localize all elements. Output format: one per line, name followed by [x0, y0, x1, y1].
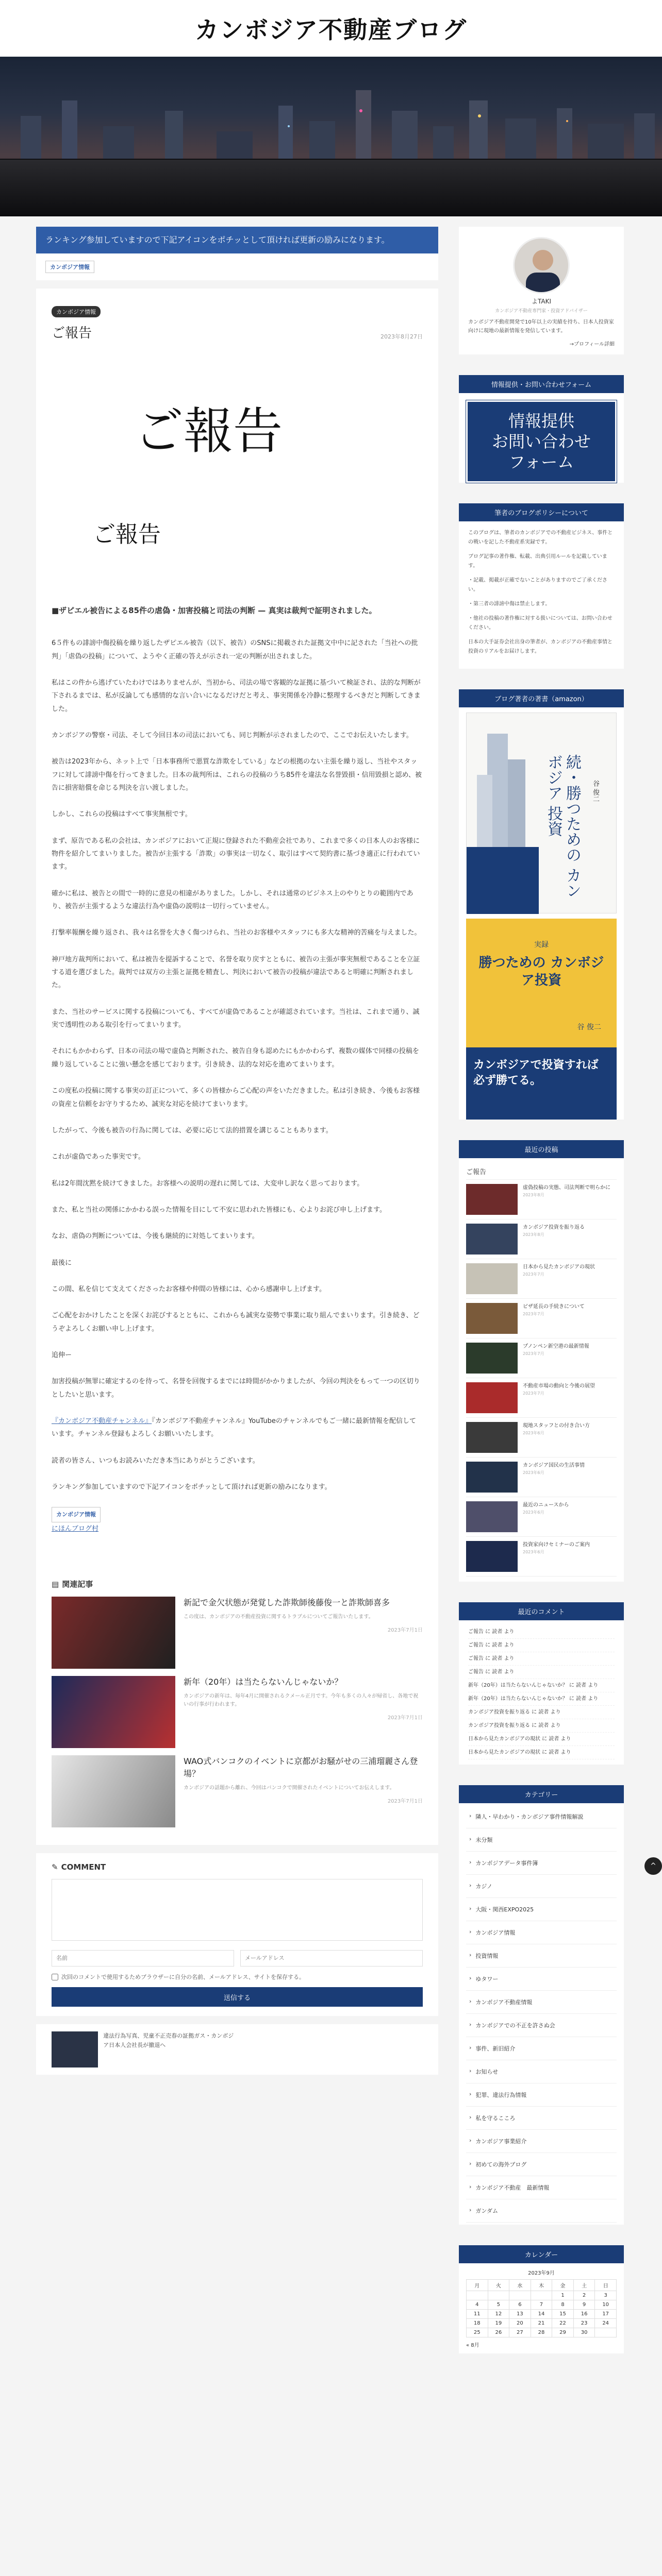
recent-posts-head: 最近の投稿 — [459, 1140, 624, 1158]
category-item[interactable] — [466, 1828, 617, 1852]
recent-thumb — [466, 1501, 518, 1532]
category-item[interactable] — [466, 2060, 617, 2083]
recent-post[interactable] — [466, 1259, 617, 1299]
calendar-day: 24 — [595, 2319, 617, 2328]
chevron-right-icon: › — [469, 2207, 472, 2213]
recent-comment[interactable]: ご報告 に 読者 より — [468, 1666, 615, 1679]
calendar-day: 11 — [467, 2310, 488, 2319]
calendar-day: 10 — [595, 2300, 617, 2310]
recent-comments-widget — [459, 1602, 624, 1765]
article-paragraph: それにもかかわらず、日本の司法の場で虚偽と判断された、被告自身も認めたにもかかわらず、複数の媒体で同様の投稿を繰り返していることに強い懸念を感じております。引き続き、法的な対応を進めてまいります。 — [52, 1047, 419, 1069]
calendar-day-header: 木 — [531, 2280, 552, 2291]
chevron-right-icon: › — [469, 1975, 472, 1981]
ranking-notice: ランキング参加していますので下記アイコンをポチッとして頂ければ更新の励みになります。 — [36, 227, 438, 253]
recent-title[interactable]: 投資家向けセミナーのご案内 — [523, 1542, 590, 1548]
recent-title[interactable]: カンボジア投資を振り返る — [523, 1225, 585, 1230]
calendar-day: 18 — [467, 2319, 488, 2328]
recent-post[interactable] — [466, 1338, 617, 1378]
chevron-right-icon: › — [469, 1812, 472, 1819]
recent-thumb — [466, 1184, 518, 1215]
related-heading-text: 関連記事 — [62, 1580, 93, 1589]
calendar-caption: 2023年9月 — [528, 2270, 555, 2276]
chevron-right-icon: › — [469, 1928, 472, 1935]
category-item[interactable] — [466, 1968, 617, 1991]
article-paragraph: 6５件もの誹謗中傷投稿を繰り返したザピエル被告（以下、被告）のSNSに掲載された証拠文中中に記された「当社への批判」「虐偽の投稿」について、ようやく正確の答えが示され一定の判断が出されました。 — [52, 639, 418, 660]
recent-post[interactable] — [466, 1219, 617, 1259]
category-item[interactable] — [466, 1944, 617, 1968]
calendar-day: 17 — [595, 2310, 617, 2319]
profile-more-link[interactable]: →プロフィール詳細 — [569, 342, 615, 347]
hero-image — [0, 57, 662, 216]
article-paragraph: 読者の皆さん、いつもお読みいただき本当にありがとうございます。 — [52, 1456, 259, 1465]
calendar-day: 27 — [509, 2328, 531, 2337]
category-label: 隣人・早わかり・カンボジア事件情報解説 — [475, 1814, 584, 1820]
recent-post[interactable] — [466, 1418, 617, 1458]
calendar-day: 14 — [531, 2310, 552, 2319]
article-paragraph: なお、虐偽の判断については、今後も継続的に対処してまいります。 — [52, 1232, 259, 1241]
book-cover-2[interactable] — [466, 919, 617, 1120]
chevron-right-icon: › — [469, 1859, 472, 1866]
contact-widget — [459, 375, 624, 483]
recent-thumb — [466, 1382, 518, 1413]
category-label: カジノ — [475, 1883, 492, 1890]
recent-title[interactable]: 虚偽投稿の実態、司法判断で明らかに — [523, 1185, 610, 1191]
recent-post[interactable] — [466, 1458, 617, 1497]
category-head: カテゴリー — [459, 1785, 624, 1803]
calendar-day — [531, 2291, 552, 2300]
article-paragraph: また、当社のサービスに関する投稿についても、すべてが虚偽であることが確認されています。当社は、これまで通り、誠実で透明性のある取引を行ってまいります。 — [52, 1008, 420, 1029]
calendar-day: 15 — [552, 2310, 574, 2319]
calendar-widget — [459, 2245, 624, 2353]
category-item[interactable] — [466, 2014, 617, 2037]
recent-title[interactable]: 日本から見たカンボジアの現状 — [523, 1264, 595, 1270]
policy-text: ・第三者の誹謗中傷は禁止します。 — [468, 601, 551, 607]
recent-date: 2023年6月 — [523, 1431, 544, 1435]
article-paragraph: 打撃率報酬を繰り返され、我々は名誉を大きく傷つけられ、当社のお客様やスタッフにも多大な精神的苦痛を与えました。 — [52, 929, 421, 937]
calendar-day: 12 — [488, 2310, 509, 2319]
recent-title[interactable]: 最近のニュースから — [523, 1502, 569, 1508]
article-paragraph: まず、原告である私の会社は、カンボジアにおいて正規に登録された不動産会社であり、これまで多くの日本人のお客様に物件を紹介してまいりました。被告が主張する「詐欺」の事実は一切なく、取引はすべて契約書に基づき適正に行われています。 — [52, 837, 420, 871]
related-title[interactable]: 新年（20年）は当たらないんじゃないか？ — [184, 1677, 343, 1687]
profile-name: よTAKI — [531, 298, 552, 305]
ranking-badge-link[interactable]: カンボジア情報 — [52, 1507, 101, 1522]
calendar-day: 28 — [531, 2328, 552, 2337]
calendar-day: 21 — [531, 2319, 552, 2328]
chevron-right-icon: › — [469, 2160, 472, 2167]
site-title[interactable]: カンボジア不動産ブログ — [195, 16, 467, 44]
recent-date: 2023年6月 — [523, 1470, 544, 1475]
recent-date: 2023年6月 — [523, 1550, 544, 1554]
article-paragraph: しかし、これらの投稿はすべて事実無根です。 — [52, 810, 192, 819]
recent-date: 2023年7月 — [523, 1312, 544, 1316]
category-label: カンボジア事業紹介 — [475, 2138, 527, 2145]
related-date: 2023年7月1日 — [387, 1628, 423, 1634]
recent-comment[interactable]: ご報告 に 読者 より — [468, 1625, 615, 1639]
submit-comment-button[interactable]: 送信する — [52, 1987, 423, 2007]
youtube-channel-link[interactable]: 『カンボジア不動産チャンネル』 — [52, 1417, 152, 1425]
article — [36, 289, 438, 1569]
book-2-title: 勝つための カンボジア投資 — [478, 955, 604, 988]
book-1-author: 谷 俊二 — [591, 780, 599, 803]
recent-date: 2023年8月 — [523, 1232, 544, 1237]
calendar-day: 29 — [552, 2328, 574, 2337]
policy-text: ・記載、掲載が正確でないことがありますのでご了承ください。 — [468, 578, 607, 592]
related-thumb — [52, 1597, 175, 1669]
recent-comment[interactable]: 新年（20年）は当たらないんじゃないか？ に 読者 より — [468, 1679, 615, 1692]
article-paragraph: ランキング参加していますので下記アイコンをポチッとして頂ければ更新の励みになります。 — [52, 1483, 332, 1491]
category-label: 未分類 — [475, 1837, 493, 1843]
post-title: ご報告 — [52, 326, 92, 341]
calendar-day: 1 — [552, 2291, 574, 2300]
book-2-tag: 実録 — [534, 941, 549, 949]
calendar-day — [467, 2291, 488, 2300]
related-card[interactable] — [52, 1597, 423, 1669]
related-thumb — [52, 1755, 175, 1827]
chevron-right-icon: › — [469, 2114, 472, 2121]
eyecatch-big-text: ご報告 — [134, 402, 283, 460]
category-item[interactable] — [466, 1852, 617, 1875]
calendar-day: 23 — [573, 2319, 595, 2328]
category-label: 私を守るこころ — [475, 2115, 516, 2122]
category-item[interactable] — [466, 1875, 617, 1898]
related-icon: ▤ — [52, 1579, 59, 1589]
eyecatch-small-text: ご報告 — [93, 521, 161, 548]
prev-post-title[interactable]: 違法行為写真、児童不正売春の証拠ガス・カンボジア日本人会社長が撤退へ — [103, 2032, 234, 2048]
related-card[interactable] — [52, 1676, 423, 1748]
article-paragraph: カンボジアの警察・司法、そして今回日本の司法においても、同じ判断が示されましたので、ここでお伝えいたします。 — [52, 731, 413, 739]
recent-date: 2023年6月 — [523, 1510, 544, 1515]
chevron-right-icon: › — [469, 2067, 472, 2074]
calendar-day-header: 日 — [595, 2280, 617, 2291]
category-item[interactable] — [466, 1991, 617, 2014]
category-label: 投資情報 — [475, 1953, 499, 1959]
category-label: カンボジアデータ事件簿 — [475, 1860, 538, 1867]
chevron-right-icon: › — [469, 1998, 472, 2005]
calendar-day — [488, 2291, 509, 2300]
category-widget — [459, 1785, 624, 2225]
category-item[interactable] — [466, 1921, 617, 1944]
category-label: カンボジア不動産 最新情報 — [475, 2184, 550, 2191]
chevron-right-icon: › — [469, 1952, 472, 1958]
recent-comment[interactable]: カンボジア投資を振り返る に 読者 より — [468, 1706, 615, 1719]
comment-textarea[interactable] — [52, 1879, 423, 1941]
recent-thumb — [466, 1462, 518, 1493]
recent-thumb — [466, 1224, 518, 1255]
article-paragraph: 確かに私は、被告との間で一時的に意見の相違がありました。しかし、それは通常のビジネス上のやりとりの範囲内であり、被告が主張するような違法行為や虚偽の説明は一切行っていません。 — [52, 889, 413, 911]
related-card[interactable] — [52, 1755, 423, 1827]
name-field[interactable] — [52, 1950, 234, 1967]
calendar-day: 30 — [573, 2328, 595, 2337]
youtube-paragraph — [52, 1415, 423, 1441]
article-paragraph: この間、私を信じて支えてくださったお客様や仲間の皆様には、心から感謝申し上げます。 — [52, 1285, 326, 1293]
comment-heading-text: COMMENT — [61, 1862, 106, 1872]
chevron-right-icon: › — [469, 1882, 472, 1889]
city-skyline — [0, 80, 662, 167]
recent-thumb — [466, 1303, 518, 1334]
recent-title[interactable]: プノンペン新空港の最新情報 — [523, 1344, 589, 1349]
calendar-head: カレンダー — [459, 2245, 624, 2263]
calendar-table — [466, 2279, 617, 2337]
profile-desc: カンボジア不動産開発で10年以上の実績を持ち、日本人投資家向けに現地の最新情報を発信しています。 — [468, 319, 614, 334]
books-widget-head: ブログ著者の著書（amazon） — [459, 689, 624, 707]
recent-date: 2023年7月 — [523, 1351, 544, 1356]
article-paragraph: ご心配をおかけしたことを深くお詫びするとともに、これからも誠実な姿勢で事業に取り組んでまいります。引き続き、どうぞよろしくお願い申し上げます。 — [52, 1312, 420, 1333]
contact-line: お問い合わせ — [491, 432, 591, 451]
eyecatch-image — [52, 361, 423, 578]
calendar-day-header: 火 — [488, 2280, 509, 2291]
category-item[interactable] — [466, 2176, 617, 2199]
book-cover-1[interactable] — [466, 713, 617, 913]
article-paragraph: 神戸地方裁判所において、私は被告を提訴することで、名誉を取り戻すとともに、被告の主張が事実無根であることを立証する道を選びました。裁判では双方の主張と証拠を精査し、判決において被告の投稿が違法であると明確に判断されました。 — [52, 955, 420, 990]
recent-thumb — [466, 1343, 518, 1374]
calendar-day: 19 — [488, 2319, 509, 2328]
category-label: 初めての海外ブログ — [475, 2161, 527, 2168]
article-paragraph: したがって、今後も被告の行為に関しては、必要に応じて法的措置を講じることもあります。 — [52, 1126, 333, 1134]
calendar-day: 26 — [488, 2328, 509, 2337]
book-cover-1-art — [467, 713, 616, 914]
recent-title[interactable]: 不動産市場の動向と今後の展望 — [523, 1383, 595, 1389]
related-title[interactable]: WAO式バンコクのイベントに京都がお騒がせの三浦瑠麗さん登場？ — [184, 1756, 418, 1779]
ranking-badge-row — [36, 253, 438, 280]
recent-comments-head: 最近のコメント — [459, 1602, 624, 1620]
article-paragraph: 最後に — [52, 1259, 72, 1267]
recent-comment[interactable]: ご報告 に 読者 より — [468, 1639, 615, 1652]
chevron-right-icon: › — [469, 2091, 472, 2097]
article-paragraph: これが虚偽であった事実です。 — [52, 1153, 145, 1161]
books-widget — [459, 689, 624, 1120]
save-info-row — [52, 1973, 423, 1981]
chevron-right-icon: › — [469, 2044, 472, 2051]
save-info-checkbox[interactable] — [52, 1974, 58, 1980]
comment-form — [36, 1853, 438, 2016]
recent-post[interactable] — [466, 1180, 617, 1219]
calendar-day-header: 土 — [573, 2280, 595, 2291]
recent-comment[interactable]: カンボジア投資を振り返る に 読者 より — [468, 1719, 615, 1733]
category-item[interactable] — [466, 2199, 617, 2223]
chevron-right-icon: › — [469, 1905, 472, 1912]
recent-comment[interactable]: 新年（20年）は当たらないんじゃないか？ に 読者 より — [468, 1692, 615, 1706]
recent-title[interactable]: 現地スタッフとの付き合い方 — [523, 1423, 590, 1429]
article-paragraph: 追伸ー — [52, 1351, 72, 1359]
related-excerpt: カンボジアの話題から離れ、今回はバンコクで開催されたイベントについてお伝えします。 — [184, 1785, 395, 1791]
article-paragraph: また、私と当社の関係にかかわる誤った情報を目にして不安に思われた皆様にも、心よりお詫び申し上げます。 — [52, 1206, 386, 1214]
category-item[interactable] — [466, 1805, 617, 1828]
post-navigation — [36, 2024, 438, 2075]
site-header — [0, 0, 662, 57]
prev-post-thumb — [52, 2031, 98, 2067]
back-to-top-button[interactable] — [644, 1857, 662, 1875]
recent-title[interactable]: カンボジア国民の生活事情 — [523, 1463, 585, 1468]
related-date: 2023年7月1日 — [387, 1715, 423, 1721]
calendar-day: 2 — [573, 2291, 595, 2300]
calendar-day: 22 — [552, 2319, 574, 2328]
post-date: 2023年8月27日 — [380, 333, 423, 340]
calendar-day: 20 — [509, 2319, 531, 2328]
category-label: 事件、新旧紹介 — [475, 2045, 516, 2052]
related-excerpt: この度は、カンボジアの不動産投資に関するトラブルについてご報告いたします。 — [184, 1614, 374, 1620]
related-heading — [52, 1579, 423, 1589]
policy-text: 日本の大手証券会社出身の筆者が、カンボジアの不動産事情と投資のリアルをお届けします。 — [468, 639, 613, 654]
recent-post-first[interactable]: ご報告 — [466, 1163, 617, 1180]
save-info-label: 次回のコメントで使用するためブラウザーに自分の名前、メールアドレス、サイトを保存する。 — [61, 1974, 305, 1981]
book-2-slogan: カンボジアで投資すれば必ず勝てる。 — [466, 1047, 617, 1120]
category-item[interactable] — [466, 2130, 617, 2153]
chevron-right-icon: › — [469, 2137, 472, 2144]
category-label: カンボジアでの不正を許さぬ会 — [475, 2022, 555, 2029]
calendar — [459, 2263, 624, 2353]
chevron-right-icon: › — [469, 1836, 472, 1842]
category-label: 大阪・関西EXPO2025 — [475, 1906, 534, 1913]
article-paragraph: この度私の投稿に関する事実の訂正について、多くの皆様からご心配の声をいただきました。私は引き続き、今後もお客様の資産と信頼をお守りするため、誠実な対応を続けてまいります。 — [52, 1087, 420, 1108]
article-paragraph: 被告は2023年から、ネット上で「日本事務所で悪質な詐欺をしている」などの根拠のない主張を繰り返し、当社やスタッフに対して誹謗中傷を行ってきました。日本の裁判所は、これらの投稿のうち85件を違法な名誉毀損・信用毀損と認め、被告に損害賠償を命じる判決を言い渡しました。 — [52, 758, 422, 792]
category-label: カンボジア不動産情報 — [475, 1999, 533, 2006]
ranking-badges — [52, 1507, 423, 1535]
recent-post[interactable] — [466, 1497, 617, 1537]
related-title[interactable]: 新記で金欠状態が発覚した詐欺師後藤俊一と詐欺師喜多 — [184, 1598, 390, 1608]
recent-comment[interactable]: 日本から見たカンボジアの現状 に 読者 より — [468, 1733, 615, 1746]
recent-posts-widget — [459, 1140, 624, 1582]
article-paragraph: 加害投稿が無罪に確定するのを待って、名誉を回復するまでには時間がかかりましたが、今回の判決をもって一つの区切りとしたいと思います。 — [52, 1378, 420, 1399]
main-column — [36, 227, 438, 2374]
category-item[interactable] — [466, 2037, 617, 2060]
recent-post[interactable] — [466, 1378, 617, 1418]
policy-text: ・他社の投稿の著作権に対する扱いについては、お問い合わせください。 — [468, 616, 613, 631]
calendar-day: 3 — [595, 2291, 617, 2300]
recent-date: 2023年7月 — [523, 1391, 544, 1396]
calendar-day: 9 — [573, 2300, 595, 2310]
policy-text: ブログ記事の著作権、転載、出典引用ルールを記載しています。 — [468, 554, 607, 569]
calendar-day — [595, 2328, 617, 2337]
contact-form-banner[interactable] — [466, 400, 617, 483]
contact-line: フォーム — [508, 452, 574, 472]
calendar-day-header: 水 — [509, 2280, 531, 2291]
profile-widget — [459, 227, 624, 354]
recent-date: 2023年8月 — [523, 1193, 544, 1197]
article-paragraph: 私はこの件から逃げていたわけではありませんが、当初から、司法の場で客観的な証拠に基づいて検証され、法的な判断が下されるまでは、私が反論しても感情的な言い合いになるだけだと考え、事実関係を冷静に整理するべきだと判断してきました。 — [52, 679, 421, 713]
profile-job: カンボジア不動産専門家・投資アドバイザー — [495, 309, 588, 314]
calendar-day: 13 — [509, 2310, 531, 2319]
category-item[interactable] — [466, 2153, 617, 2176]
article-lead: ■ザピエル被告による85件の虐偽・加害投稿と司法の判断 — 真実は裁判で証明されました。 — [52, 606, 377, 615]
calendar-day — [509, 2291, 531, 2300]
calendar-day: 7 — [531, 2300, 552, 2310]
calendar-day: 4 — [467, 2300, 488, 2310]
calendar-day: 8 — [552, 2300, 574, 2310]
category-label: 犯罪、違法行為情報 — [475, 2092, 527, 2098]
calendar-day-header: 月 — [467, 2280, 488, 2291]
article-body — [52, 603, 423, 1535]
chevron-up-icon: ^ — [650, 1862, 656, 1870]
recent-thumb — [466, 1541, 518, 1572]
category-item[interactable] — [466, 2083, 617, 2107]
related-excerpt: カンボジアの新年は、毎年4月に開催されるクメール正月です。今年も多くの人々が帰省し、各地で祝いの行事が行われます。 — [184, 1693, 419, 1708]
ranking-badge-link[interactable]: カンボジア情報 — [45, 261, 94, 273]
category-label: お知らせ — [475, 2069, 499, 2075]
recent-thumb — [466, 1422, 518, 1453]
book-2-author: 谷 俊二 — [577, 1023, 601, 1031]
recent-post[interactable] — [466, 1299, 617, 1338]
calendar-day: 25 — [467, 2328, 488, 2337]
calendar-day: 6 — [509, 2300, 531, 2310]
calendar-day: 5 — [488, 2300, 509, 2310]
prev-post-link[interactable] — [52, 2031, 237, 2067]
calendar-day-header: 金 — [552, 2280, 574, 2291]
comment-heading — [52, 1862, 423, 1872]
email-field[interactable] — [240, 1950, 423, 1967]
youtube-text: 『カンボジア不動産チャンネル』YouTubeのチャンネルでもご一緒に最新情報を配信しています。チャンネル登録もよろしくお願いいたします。 — [52, 1417, 417, 1438]
category-label: ガンダム — [475, 2208, 498, 2214]
chevron-right-icon: › — [469, 2021, 472, 2028]
recent-date: 2023年7月 — [523, 1272, 544, 1277]
recent-thumb — [466, 1263, 518, 1294]
category-item[interactable] — [466, 1898, 617, 1921]
avatar — [513, 237, 570, 294]
category-tag[interactable]: カンボジア情報 — [52, 306, 101, 317]
recent-comment[interactable]: 日本から見たカンボジアの現状 に 読者 より — [468, 1746, 615, 1759]
policy-widget — [459, 503, 624, 669]
book-1-title: 続・勝つための カンボジア 投資 — [544, 754, 581, 899]
policy-widget-head: 筆者のブログポリシーについて — [459, 503, 624, 521]
related-date: 2023年7月1日 — [387, 1799, 423, 1805]
policy-text: このブログは、筆者のカンボジアでの不動産ビジネス、事件との戦いを記した不動産系実録です。 — [468, 530, 613, 545]
comment-icon: ✎ — [52, 1862, 58, 1872]
calendar-day: 16 — [573, 2310, 595, 2319]
terrace-floor — [0, 160, 662, 216]
chevron-right-icon: › — [469, 2183, 472, 2190]
contact-widget-head: 情報提供・お問い合わせフォーム — [459, 375, 624, 393]
category-label: ゆタワー — [475, 1976, 499, 1982]
sidebar — [459, 227, 624, 2374]
article-paragraph: 私は2年間沈黙を続けてきました。お客様への説明の遅れに関しては、大変申し訳なく思っております。 — [52, 1179, 364, 1188]
nihon-blog-mura-link[interactable]: にほんブログ村 — [52, 1524, 99, 1533]
recent-comment[interactable]: ご報告 に 読者 より — [468, 1652, 615, 1666]
category-label: カンボジア情報 — [475, 1929, 516, 1936]
recent-title[interactable]: ビザ延長の手続きについて — [523, 1304, 585, 1310]
related-posts — [36, 1569, 438, 1845]
calendar-prev-month[interactable]: « 8月 — [466, 2343, 479, 2348]
contact-line: 情報提供 — [508, 411, 574, 431]
recent-post[interactable] — [466, 1537, 617, 1577]
category-item[interactable] — [466, 2107, 617, 2130]
related-thumb — [52, 1676, 175, 1748]
